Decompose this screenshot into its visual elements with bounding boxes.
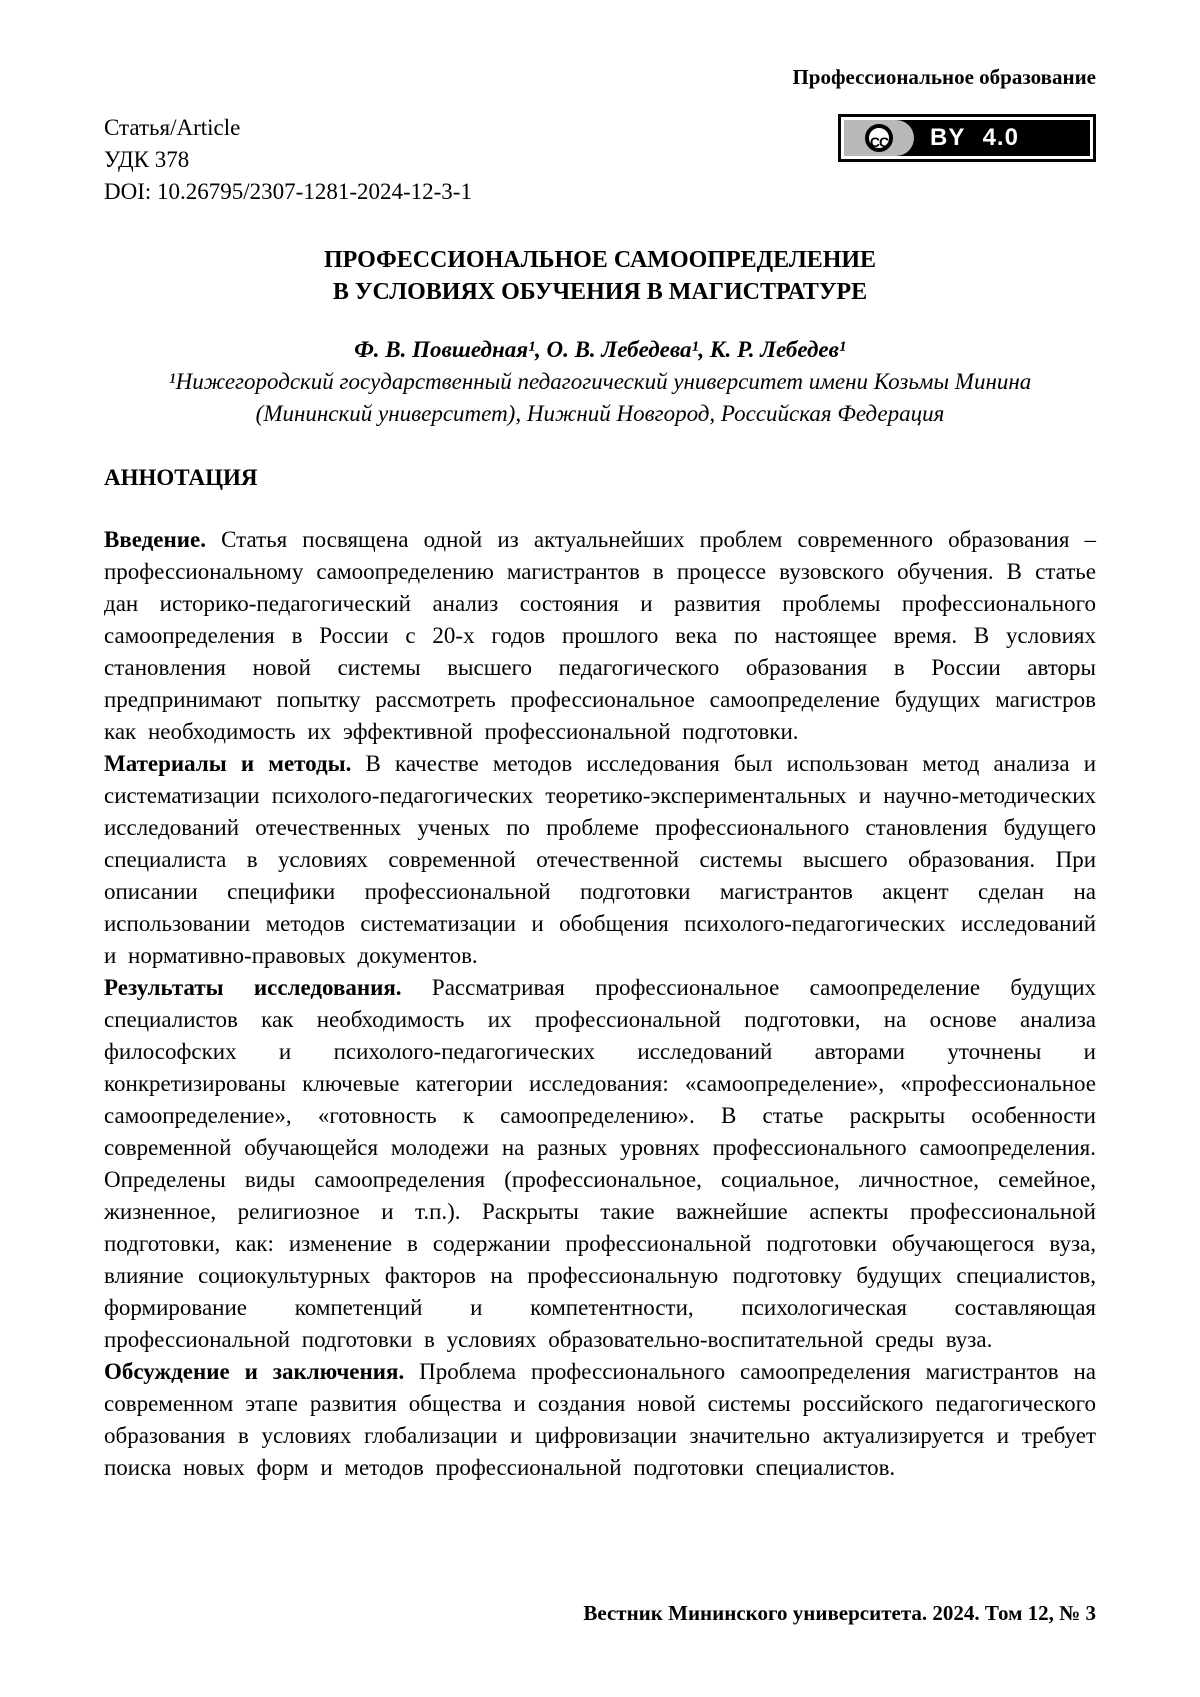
abstract-section-results-label: Результаты исследования. bbox=[104, 975, 402, 1000]
cc-badge-inner bbox=[844, 120, 1090, 156]
cc-icon bbox=[844, 120, 914, 156]
article-page bbox=[104, 0, 1096, 1484]
abstract-section-materials-methods-label: Материалы и методы. bbox=[104, 751, 352, 776]
doi-label: DOI: 10.26795/2307-1281-2024-12-3-1 bbox=[104, 179, 472, 204]
abstract-section-materials-methods-text: В качестве методов исследования был использован метод анализа и систематизации психолого-педагогических теоретико-экспериментальных и научно-методических исследований отечественных ученых по проблеме профессионального становления будущего специалиста в условиях современной отечественной системы высшего образования. При описании специфики профессиональной подготовки магистрантов акцент сделан на использовании методов систематизации и обобщения психолого-педагогических исследований и нормативно-правовых документов. bbox=[104, 751, 1097, 968]
abstract-section-introduction-text: Статья посвящена одной из актуальнейших проблем современного образования – профессиональному самоопределению магистрантов в процессе вузовского обучения. В статье дан историко-педагогический анализ состояния и развития проблемы профессионального самоопределения в России с 20-х годов прошлого века по настоящее время. В условиях становления новой системы высшего педагогического образования в России авторы предпринимают попытку рассмотреть профессиональное самоопределение будущих магистров как необходимость их эффективной профессиональной подготовки. bbox=[104, 527, 1096, 744]
article-title-line-1: ПРОФЕССИОНАЛЬНОЕ САМООПРЕДЕЛЕНИЕ bbox=[323, 247, 877, 273]
journal-section-label: Профессиональное образование bbox=[792, 65, 1096, 89]
article-title-line-2: В УСЛОВИЯХ ОБУЧЕНИЯ В МАГИСТРАТУРЕ bbox=[332, 279, 868, 305]
article-meta bbox=[104, 112, 472, 208]
cc-circle-logo: CC bbox=[865, 124, 893, 152]
abstract-section-materials-methods bbox=[104, 748, 1096, 972]
abstract-section-discussion-conclusions-text: Проблема профессионального самоопределения магистрантов на современном этапе развития общества и создания новой системы российского педагогического образования в условиях глобализации и цифровизации значительно актуализируется и требует поиска новых форм и методов профессиональной подготовки специалистов. bbox=[104, 1359, 1097, 1480]
abstract-section-discussion-conclusions bbox=[104, 1356, 1096, 1484]
article-type-label: Статья/Article bbox=[104, 115, 241, 140]
abstract-body bbox=[104, 524, 1096, 1484]
abstract-section-introduction bbox=[104, 524, 1096, 748]
abstract-section-results bbox=[104, 972, 1096, 1356]
affiliation-line-1: ¹Нижегородский государственный педагогический университет имени Козьмы Минина bbox=[168, 369, 1032, 394]
cc-license-version-label: BY 4.0 bbox=[930, 124, 1019, 151]
affiliation-line-2: (Мининский университет), Нижний Новгород, Российская Федерация bbox=[255, 401, 945, 426]
udc-label: УДК 378 bbox=[104, 147, 190, 172]
journal-footer: Вестник Мининского университета. 2024. Том 12, № 3 bbox=[583, 1601, 1096, 1625]
authors-line: Ф. В. Повшедная¹, О. В. Лебедева¹, К. Р. Лебедев¹ bbox=[354, 337, 846, 362]
article-title bbox=[104, 244, 1096, 308]
abstract-section-results-text: Рассматривая профессиональное самоопределение будущих специалистов как необходимость их профессиональной подготовки, на основе анализа философских и психолого-педагогических исследований авторами уточнены и конкретизированы ключевые категории исследования: «самоопределение», «профессиональное самоопределение», «готовность к самоопределению». В статье раскрыты особенности современной обучающейся молодежи на разных уровнях профессионального самоопределения. Определены виды самоопределения (профессиональное, социальное, личностное, семейное, жизненное, религиозное и т.п.). Раскрыты такие важнейшие аспекты профессиональной подготовки, как: изменение в содержании профессиональной подготовки обучающегося вуза, влияние социокультурных факторов на профессиональную подготовку будущих специалистов, формирование компетенций и компетентности, психологическая составляющая профессиональной подготовки в условиях образовательно-воспитательной среды вуза. bbox=[104, 975, 1097, 1352]
abstract-section-introduction-label: Введение. bbox=[104, 527, 206, 552]
abstract-section-discussion-conclusions-label: Обсуждение и заключения. bbox=[104, 1359, 405, 1384]
meta-row bbox=[104, 112, 1096, 208]
affiliation bbox=[104, 366, 1096, 430]
cc-by-license-badge[interactable] bbox=[838, 114, 1096, 162]
abstract-heading: АННОТАЦИЯ bbox=[104, 465, 258, 490]
